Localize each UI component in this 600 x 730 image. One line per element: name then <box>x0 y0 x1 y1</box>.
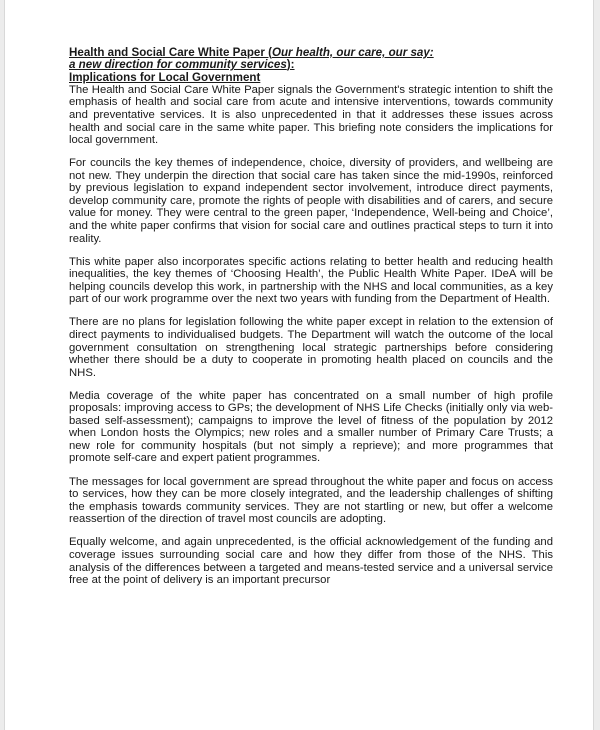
paragraph-media: Media coverage of the white paper has concentrated on a small number of high profile proposals: improving access to GPs; the development of NHS Life Checks (initially only via web-based self-assessment); campaigns to improve the level of fitness of the population by 2012 when London hosts the Olympics; new roles and a smaller number of Primary Care Trusts; a new role for community hospitals (but not simply a reprieve); and more programmes that promote self-care and expert patient programmes. <box>69 389 553 465</box>
document-subtitle: Implications for Local Government <box>69 70 261 84</box>
paragraph-intro: The Health and Social Care White Paper signals the Government's strategic intention to shift the emphasis of health and social care from acute and intensive interventions, towards community and preventative services. It is also unprecedented in that it addresses these issues across health and social care in the same white paper. This briefing note considers the implications for local government. <box>69 83 553 147</box>
title-line2-italic: a new direction for community services <box>69 58 287 72</box>
document-body <box>69 47 553 597</box>
paragraph-messages: The messages for local government are spread throughout the white paper and focus on access to services, how they can be more closely integrated, and the leadership challenges of shifting the emphasis towards community services. They are not startling or new, but offer a welcome reassertion of the direction of travel most councils are adopting. <box>69 475 553 526</box>
title-line1-italic: Our health, our care, our say: <box>271 46 434 59</box>
paragraph-legislation: There are no plans for legislation following the white paper except in relation to the extension of direct payments to individualised budgets. The Department will watch the outcome of the local government consultation on strengthening local strategic partnerships before considering whether there should be a duty to cooperate in promoting health placed on councils and the NHS. <box>69 316 553 379</box>
document-page <box>4 0 594 730</box>
title-line2-end: ): <box>286 58 295 72</box>
paragraph-funding: Equally welcome, and again unprecedented, is the official acknowledgement of the funding and coverage issues surrounding social care and how they differ from those of the NHS. This analysis of the differences between a targeted and means-tested service and a universal service free at the point of delivery is an important precursor <box>69 536 553 587</box>
document-title <box>69 47 553 72</box>
title-line1-plain: Health and Social Care White Paper ( <box>69 46 272 59</box>
paragraph-health: This white paper also incorporates specific actions relating to better health and reducing health inequalities, the key themes of ‘Choosing Health’, the Public Health White Paper. IDeA will be helping councils develop this work, in partnership with the NHS and local communities, as a key part of our work programme over the next two years with funding from the Department of Health. <box>69 255 553 306</box>
paragraph-councils: For councils the key themes of independence, choice, diversity of providers, and wellbeing are not new. They underpin the direction that social care has taken since the mid-1990s, reinforced by previous legislation to expand independent sector involvement, introduce direct payments, develop community care, promote the rights of people with disabilities and of carers, and secure value for money. They were central to the green paper, ‘Independence, Well-being and Choice’, and the white paper confirms that vision for social care and outlines practical steps to turn it into reality. <box>69 157 553 245</box>
